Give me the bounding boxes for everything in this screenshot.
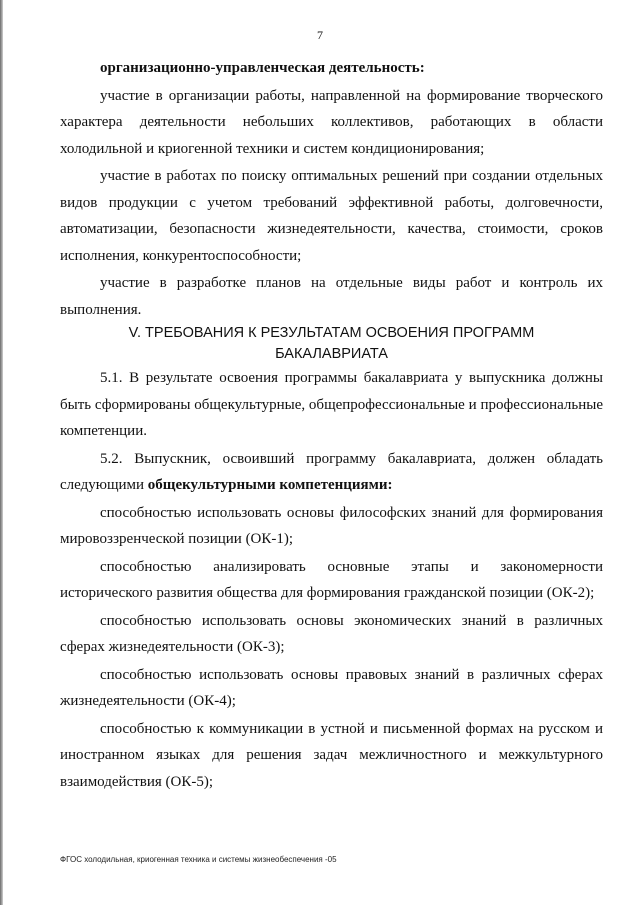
paragraph-5-2-text: 5.2. Выпускник, освоивший программу бакалавриата, должен обладать следующими (60, 450, 603, 493)
competency-ok-4: способностью использовать основы правовых знаний в различных сферах жизнедеятельности (ОК-4); (60, 666, 603, 709)
section-title-line-1: V. ТРЕБОВАНИЯ К РЕЗУЛЬТАТАМ ОСВОЕНИЯ ПРОГРАММ (128, 325, 535, 341)
page-number: 7 (317, 28, 323, 42)
competency-ok-1: способностью использовать основы философских знаний для формирования мировоззренческой позиции (ОК-1); (60, 504, 603, 547)
activity-heading: организационно-управленческая деятельность: (100, 60, 425, 76)
activity-item-2: участие в работах по поиску оптимальных решений при создании отдельных видов продукции с учетом требований эффективной работы, долговечности, автоматизации, безопасности жизнедеятельности, качества, стоимости, сроков исполнения, конкурентоспособности; (60, 168, 603, 264)
section-title (60, 323, 603, 365)
scan-edge (0, 0, 3, 905)
page-footer: ФГОС холодильная, криогенная техника и системы жизнеобеспечения -05 (60, 855, 337, 864)
activity-item-3: участие в разработке планов на отдельные виды работ и контроль их выполнения. (60, 275, 603, 318)
competency-ok-2: способностью анализировать основные этапы и закономерности исторического развития общества для формирования гражданской позиции (ОК-2); (60, 558, 603, 601)
section-title-line-2: БАКАЛАВРИАТА (275, 346, 388, 362)
paragraph-5-1: 5.1. В результате освоения программы бакалавриата у выпускника должны быть сформированы общекультурные, общепрофессиональные и профессиональные компетенции. (60, 370, 603, 439)
competency-ok-5: способностью к коммуникации в устной и письменной формах на русском и иностранном языках для решения задач межличностного и межкультурного взаимодействия (ОК-5); (60, 720, 603, 790)
page-content (60, 55, 603, 795)
activity-item-1: участие в организации работы, направленной на формирование творческого характера деятельности небольших коллективов, работающих в области холодильной и криогенной техники и систем кондиционирования; (60, 87, 603, 157)
paragraph-5-2 (60, 446, 603, 499)
competency-ok-3: способностью использовать основы экономических знаний в различных сферах жизнедеятельности (ОК-3); (60, 612, 603, 655)
paragraph-5-2-bold: общекультурными компетенциями: (147, 477, 393, 493)
